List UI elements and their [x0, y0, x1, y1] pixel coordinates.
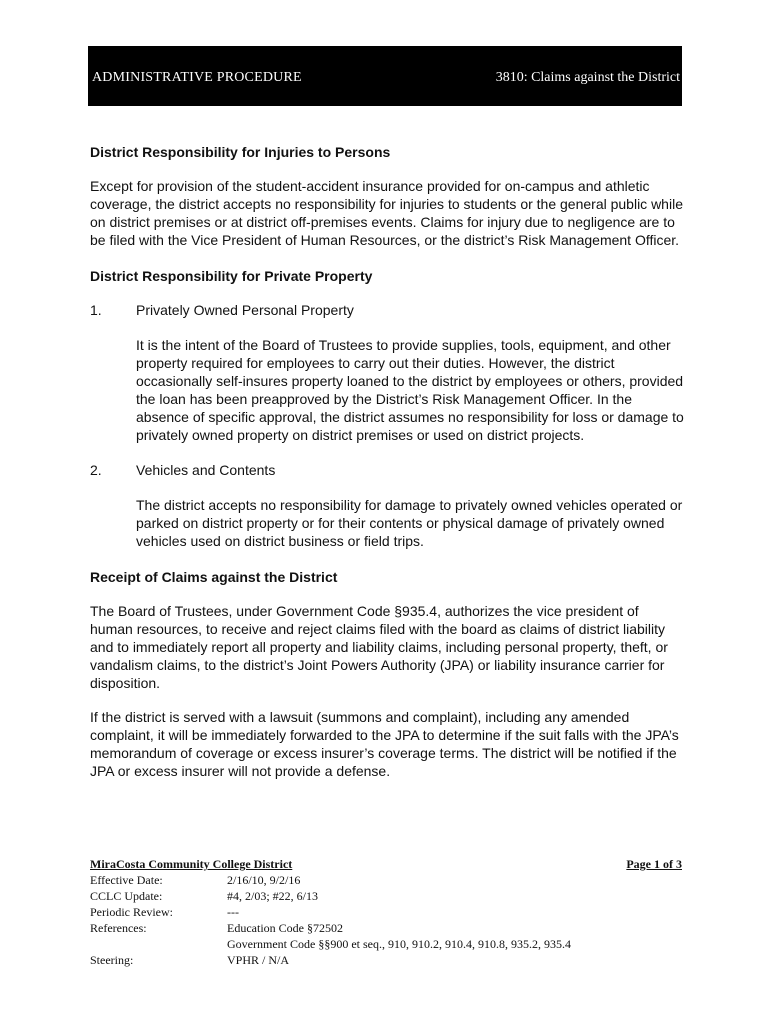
footer-row-effective [90, 872, 682, 888]
paragraph-personal-property: It is the intent of the Board of Trustees to provide supplies, tools, equipment, and other property required for employees to carry out their duties. However, the district occasionally self-insures property loaned to the district by employees or others, provided the loan has been preapproved by the District’s Risk Management Officer. In the absence of specific approval, the district assumes no responsibility for loss or damage to privately owned property on district premises or used on district projects. [136, 337, 684, 443]
list-item-title: Privately Owned Personal Property [136, 302, 354, 318]
list-item-personal-property [90, 301, 684, 319]
document-footer [90, 856, 682, 968]
page-number: Page 1 of 3 [626, 857, 682, 871]
footer-value: Government Code §§900 et seq., 910, 910.2, 910.4, 910.8, 935.2, 935.4 [227, 937, 571, 951]
footer-label: Effective Date: [90, 873, 163, 887]
footer-label: References: [90, 921, 147, 935]
footer-row-steering [90, 952, 682, 968]
document-header [88, 46, 682, 106]
footer-value: --- [227, 905, 239, 919]
footer-row-review [90, 904, 682, 920]
footer-label: CCLC Update: [90, 889, 163, 903]
section-heading-claims: Receipt of Claims against the District [90, 569, 338, 585]
paragraph-injuries: Except for provision of the student-accident insurance provided for on-campus and athletic coverage, the district accepts no responsibility for injuries to students or the general public while on district premises or at district off-premises events. Claims for injury due to negligence are to be filed with the Vice President of Human Resources, or the district’s Risk Management Officer. [90, 178, 683, 248]
header-procedure-number: 3810: Claims against the District [495, 70, 680, 85]
paragraph-vehicles: The district accepts no responsibility for damage to privately owned vehicles operated or parked on district property or for their contents or physical damage of privately owned vehicles used on district business or field trips. [136, 497, 683, 549]
paragraph-claims-receipt: The Board of Trustees, under Government Code §935.4, authorizes the vice president of human resources, to receive and reject claims filed with the board as claims of district liability and to immediately report all property and liability claims, including personal property, theft, or vandalism claims, to the district’s Joint Powers Authority (JPA) or liability insurance carrier for disposition. [90, 603, 668, 691]
footer-value: #4, 2/03; #22, 6/13 [227, 889, 319, 903]
footer-org-name: MiraCosta Community College District [90, 857, 293, 871]
document-body [90, 143, 684, 780]
footer-row-references [90, 920, 682, 936]
paragraph-lawsuit: If the district is served with a lawsuit (summons and complaint), including any amended complaint, it will be immediately forwarded to the JPA to determine if the suit falls with the JPA’s memorandum of coverage or excess insurer’s coverage terms. The district will be notified if the JPA or excess insurer will not provide a defense. [90, 709, 679, 779]
section-heading-property: District Responsibility for Private Property [90, 268, 373, 284]
section-heading-injuries: District Responsibility for Injuries to Persons [90, 144, 391, 160]
footer-value: 2/16/10, 9/2/16 [227, 873, 301, 887]
list-item-title: Vehicles and Contents [136, 462, 276, 478]
list-item-vehicles [90, 461, 684, 479]
footer-row-references-cont [90, 936, 682, 952]
footer-label: Periodic Review: [90, 905, 173, 919]
list-item-number: 1. [90, 302, 102, 318]
footer-value: Education Code §72502 [227, 921, 343, 935]
footer-value: VPHR / N/A [227, 953, 290, 967]
list-item-number: 2. [90, 462, 102, 478]
header-title: ADMINISTRATIVE PROCEDURE [92, 70, 302, 85]
footer-row-cclc [90, 888, 682, 904]
footer-label: Steering: [90, 953, 134, 967]
